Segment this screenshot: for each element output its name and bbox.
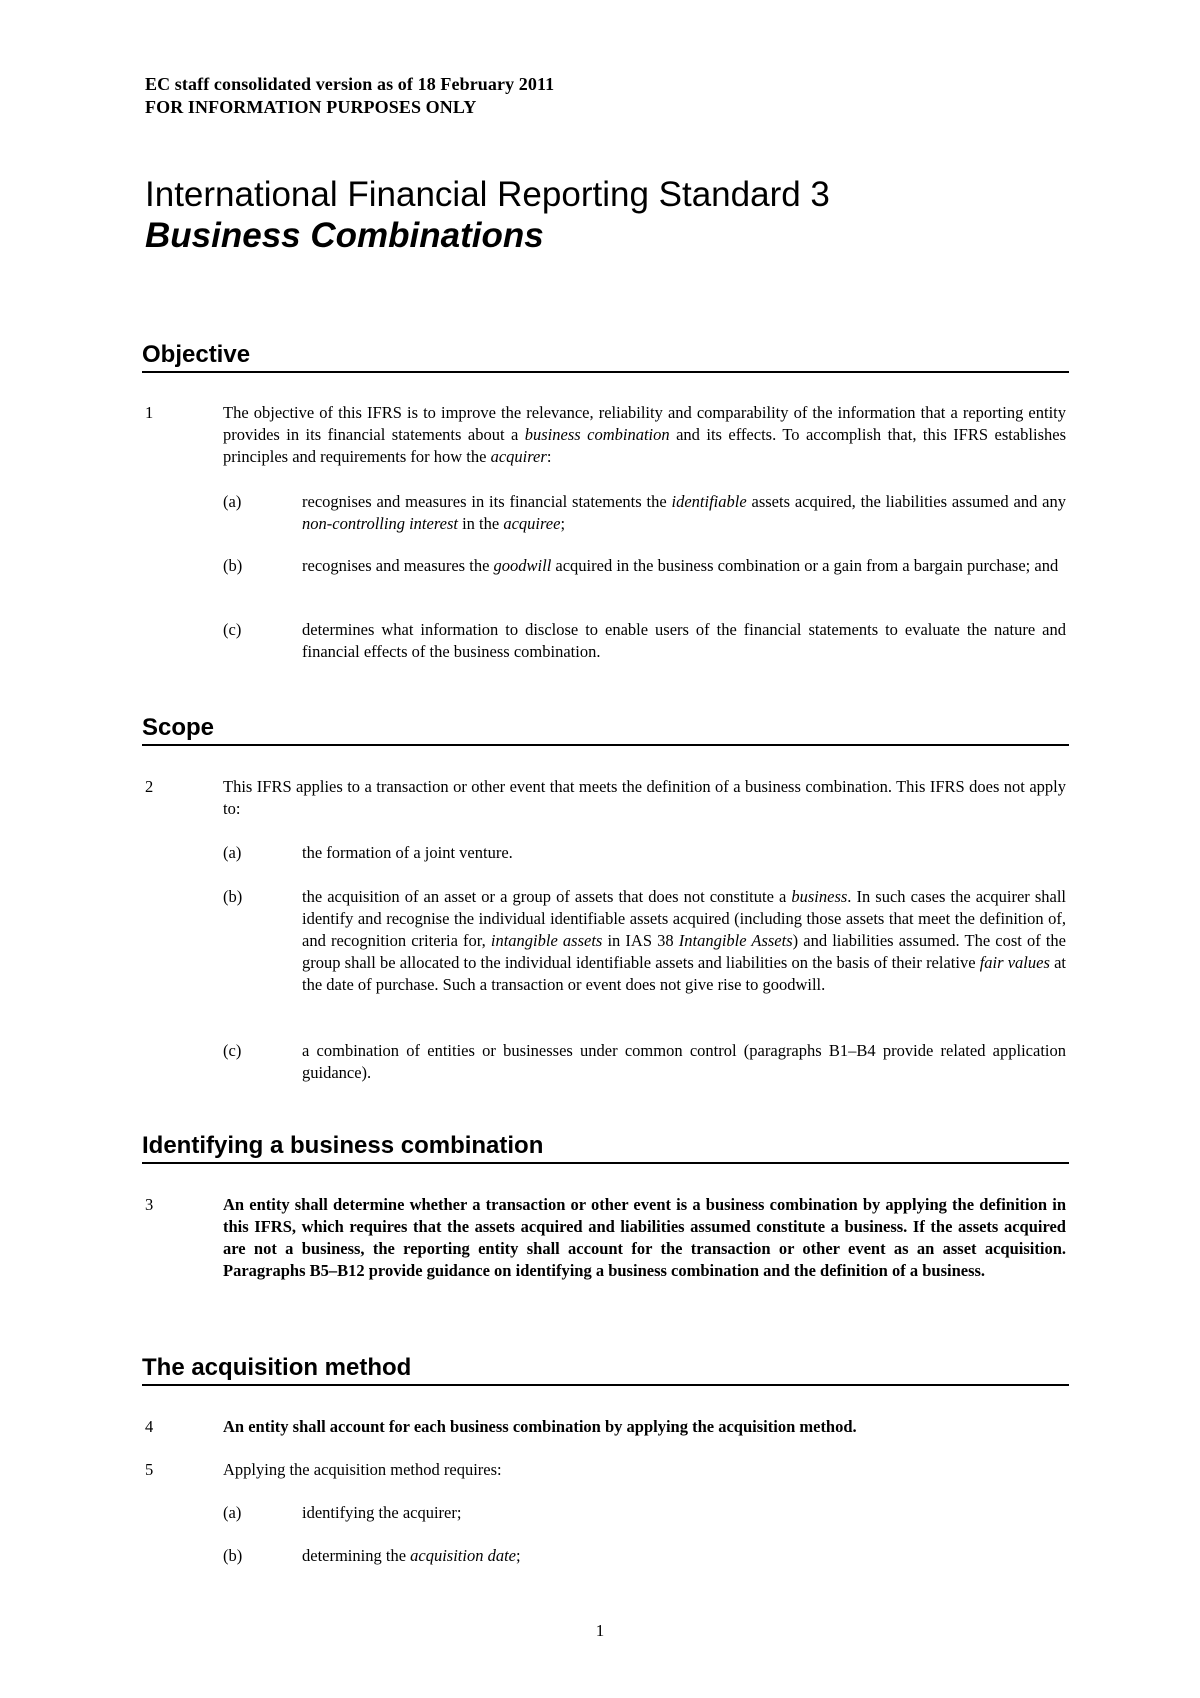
paragraph-number: 5 (145, 1460, 154, 1479)
section-heading-objective: Objective (142, 340, 1069, 373)
list-item-label: (b) (223, 556, 243, 575)
list-item-label: (b) (223, 1546, 243, 1565)
paragraph-3: An entity shall determine whether a transaction or other event is a business combination by applying the definition in this IFRS, which requires that the assets acquired and liabilities assumed constitute a business. If the assets acquired are not a business, the reporting entity shall account for the transaction or other event as an asset acquisition. Paragraphs B5–B12 provide guidance on identifying a business combination and the definition of a business. (223, 1195, 1066, 1280)
paragraph-number: 4 (145, 1417, 154, 1436)
paragraph-number: 2 (145, 777, 154, 796)
list-item-text: the formation of a joint venture. (302, 843, 513, 862)
paragraph-1: The objective of this IFRS is to improve the relevance, reliability and comparability of the information that a reporting entity provides in its financial statements about a business combination and its effects. To accomplish that, this IFRS establishes principles and requirements for how the acquirer: (223, 403, 1066, 466)
paragraph-4: An entity shall account for each business combination by applying the acquisition method. (223, 1417, 857, 1436)
document-subtitle: Business Combinations (145, 216, 544, 255)
list-item-text: determines what information to disclose to enable users of the financial statements to evaluate the nature and financial effects of the business combination. (302, 620, 1066, 661)
section-heading-acquisition-method: The acquisition method (142, 1353, 1069, 1386)
list-item-text: identifying the acquirer; (302, 1503, 462, 1522)
section-heading-identifying: Identifying a business combination (142, 1131, 1069, 1164)
information-purposes-note: FOR INFORMATION PURPOSES ONLY (145, 97, 477, 117)
paragraph-number: 3 (145, 1195, 154, 1214)
document-title: International Financial Reporting Standard 3 (145, 175, 830, 214)
list-item-text: recognises and measures in its financial statements the identifiable assets acquired, the liabilities assumed and any non-controlling interest in the acquiree; (302, 492, 1066, 533)
paragraph-number: 1 (145, 403, 154, 422)
list-item-text: recognises and measures the goodwill acquired in the business combination or a gain from a bargain purchase; and (302, 556, 1059, 575)
list-item-label: (b) (223, 887, 243, 906)
page-number: 1 (595, 1621, 605, 1640)
paragraph-2: This IFRS applies to a transaction or other event that meets the definition of a business combination. This IFRS does not apply to: (223, 777, 1066, 818)
list-item-label: (a) (223, 1503, 242, 1522)
list-item-label: (a) (223, 492, 242, 511)
list-item-label: (a) (223, 843, 242, 862)
list-item-label: (c) (223, 1041, 242, 1060)
section-heading-scope: Scope (142, 713, 1069, 746)
consolidated-version-note: EC staff consolidated version as of 18 February 2011 (145, 74, 555, 94)
list-item-label: (c) (223, 620, 242, 639)
list-item-text: a combination of entities or businesses under common control (paragraphs B1–B4 provide related application guidance). (302, 1041, 1066, 1082)
paragraph-5: Applying the acquisition method requires: (223, 1460, 502, 1479)
list-item-text: determining the acquisition date; (302, 1546, 521, 1565)
list-item-text: the acquisition of an asset or a group of assets that does not constitute a business. In such cases the acquirer shall identify and recognise the individual identifiable assets acquired (including those assets that meet the definition of, and recognition criteria for, intangible assets in IAS 38 Intangible Assets) and liabilities assumed. The cost of the group shall be allocated to the individual identifiable assets and liabilities on the basis of their relative fair values at the date of purchase. Such a transaction or event does not give rise to goodwill. (302, 887, 1066, 994)
